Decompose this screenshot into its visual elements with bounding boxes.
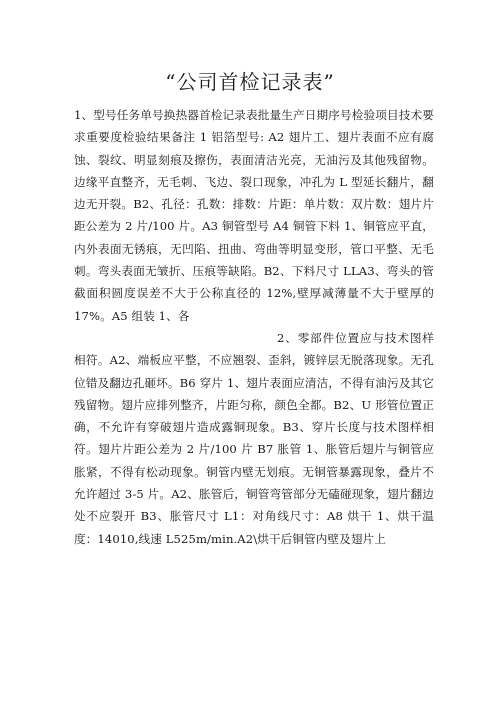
document-title: “公司首检记录表” bbox=[165, 70, 335, 94]
document-body bbox=[74, 104, 434, 550]
paragraph-2: 2、零部件位置应与技术图样相符。A2、端板应平整，不应翘裂、歪斜，镀锌层无脱落现象。无孔位错及翻边孔砸坏。B6 穿片 1、翅片表面应清洁，不得有油污及其它残留物。翅片应排列整齐，片距匀称，颜色全都。B2、U 形管位置正确，不允许有穿破翅片造成露铜现象。B3、穿片长度与技术图样相符。翅片片距公差为 2 片/100 片 B7 胀管 1、胀管后翅片与铜管应胀紧，不得有松动现象。铜管内壁无划痕。无铜管暴露现象，叠片不允许超过 3-5 片。A2、胀管后，铜管弯管部分无磕碰现象，翅片翻边处不应裂开 B3、胀管尺寸 L1：对角线尺寸：A8 烘干 1、烘干温度：14010,线速 L525m/min.A2\烘干后铜管内壁及翅片上 bbox=[74, 330, 434, 546]
paragraph-1: 1、型号任务单号换热器首检记录表批量生产日期序号检验项目技术要求重要度检验结果备注 1 铝箔型号: A2 翅片工、翅片表面不应有腐蚀、裂纹、明显刻痕及擦伤，表面清洁光亮，无油污及其他残留物。边缘平直整齐，无毛刺、飞边、裂口现象，冲孔为 L 型延长翻片，翻边无开裂。B2、孔径：孔数：排数：片距：单片数：双片数：翅片片距公差为 2 片/100 片。A3 铜管型号 A4 铜管下料 1、铜管应平直，内外表面无锈痕，无凹陷、扭曲、弯曲等明显变形，管口平整、无毛刺。弯头表面无皱折、压痕等缺陷。B2、下料尺寸 LLA3、弯头的管截面积圆度误差不大于公称直径的 12%,壁厚减薄量不大于壁厚的 17%。A5 组装 1、各 bbox=[74, 108, 434, 323]
